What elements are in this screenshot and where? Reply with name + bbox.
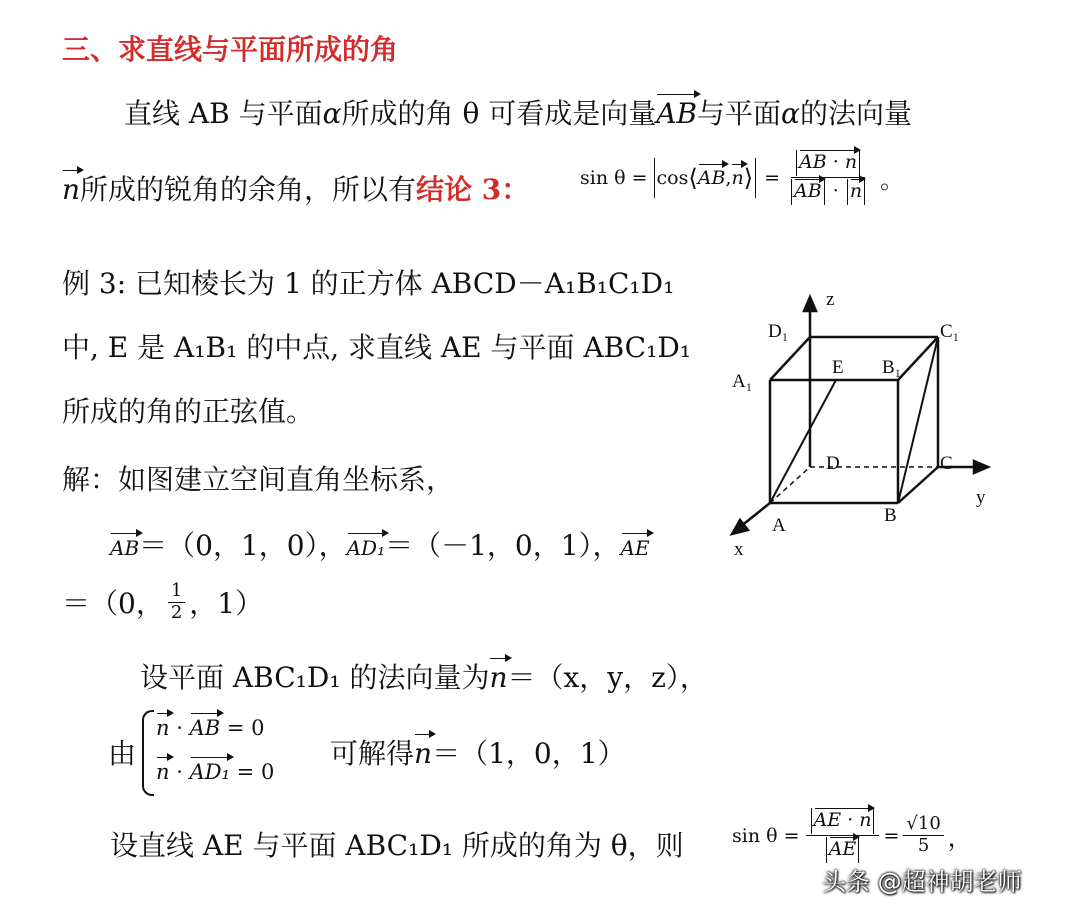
system-line-1: n · AB = 0 <box>156 716 265 740</box>
ae-fraction <box>168 582 185 623</box>
axis-x <box>740 503 770 527</box>
conclusion-colon: ： <box>501 173 530 206</box>
conclusion-label: 结论 3 <box>416 173 502 206</box>
segment-ae <box>770 380 836 503</box>
formula-den-b: n <box>849 180 863 202</box>
ae-den: 2 <box>170 601 183 623</box>
para1-mid: 所成的角 <box>341 97 454 130</box>
section-title: 三、求直线与平面所成的角 <box>62 33 399 66</box>
watermark: 头条 @超神胡老师 <box>822 868 1022 896</box>
ae-prefix: ＝（0， <box>62 587 164 621</box>
vector-ab-value: ＝（0，1，0）， <box>139 529 347 562</box>
formula-fraction: $\frac{AB \cdot n}{AB \cdot n}$ <box>786 150 870 205</box>
label-c1: C₁ <box>940 321 960 342</box>
label-d: D <box>826 453 840 474</box>
axis-y-arrow <box>974 461 988 473</box>
edge-bc <box>898 467 938 503</box>
label-b1: B₁ <box>882 357 902 378</box>
solve-text: 可解得 <box>330 737 415 770</box>
edge-a1d1 <box>770 337 810 380</box>
paragraph-conclusion <box>62 168 529 208</box>
label-e: E <box>832 357 844 378</box>
vector-ae-value <box>62 582 263 623</box>
theta-symbol: θ <box>462 97 480 130</box>
final-result-num: √10 <box>903 815 943 836</box>
normal-vector-line <box>140 656 708 696</box>
label-z: z <box>826 289 835 310</box>
segment-bc1 <box>898 337 938 503</box>
label-d1: D₁ <box>768 321 789 342</box>
edge-ad <box>770 467 810 503</box>
final-eq: = <box>883 824 900 847</box>
final-end: ， <box>947 824 972 852</box>
solve-n: n <box>414 737 433 770</box>
formula-den-a: AB <box>794 180 822 202</box>
final-result <box>903 815 943 856</box>
alpha-symbol-2: α <box>781 97 800 130</box>
para1-mid2: 可看成是向量 <box>488 97 657 130</box>
para1-suffix: 的法向量 <box>799 97 912 130</box>
vector-ab: AB <box>656 97 698 130</box>
para2-text: 所成的锐角的余角，所以有 <box>80 173 417 206</box>
cube-figure <box>720 285 1010 565</box>
final-sin: sin θ = <box>732 824 800 847</box>
label-b: B <box>884 505 897 526</box>
label-x: x <box>734 539 744 560</box>
label-c: C <box>940 453 953 474</box>
formula-cos: cos <box>656 166 689 189</box>
ae-suffix: ，1） <box>189 587 264 621</box>
final-line: 设直线 AE 与平面 ABC₁D₁ 所成的角为 θ，则 <box>110 829 684 862</box>
vector-ad1-value: ＝（－1，0，1）， <box>385 529 621 562</box>
label-a1: A₁ <box>732 371 753 392</box>
final-fraction <box>806 808 880 863</box>
normal-text: 设平面 ABC₁D₁ 的法向量为 <box>140 661 490 694</box>
system-line-2: n · AD₁ = 0 <box>156 760 275 784</box>
solution-vectors-line <box>110 524 650 564</box>
final-result-den: 5 <box>917 835 930 856</box>
normal-n: n <box>489 661 508 694</box>
vector-ab-label: AB <box>110 536 140 560</box>
vector-ad1-label: AD₁ <box>346 536 386 560</box>
solution-intro: 解：如图建立空间直角坐标系， <box>62 463 455 496</box>
paragraph-angle-definition <box>124 92 912 132</box>
system-brace <box>142 710 154 796</box>
ae-num: 1 <box>168 582 185 603</box>
solve-value: ＝（1，0，1） <box>432 737 626 770</box>
final-num: AE · n <box>813 809 872 831</box>
solve-line <box>330 732 626 772</box>
formula-end: 。 <box>880 166 905 194</box>
final-formula <box>732 808 972 863</box>
formula-sin: sin θ = <box>580 166 648 189</box>
label-a: A <box>772 515 786 536</box>
vector-n: n <box>62 173 81 206</box>
from-label: 由 <box>108 737 137 770</box>
alpha-symbol: α <box>322 97 342 130</box>
formula-num: AB · n <box>799 151 858 173</box>
example-line-1: 例 3: 已知棱长为 1 的正方体 ABCD－A₁B₁C₁D₁ <box>62 267 675 300</box>
formula-vector-ab: AB <box>697 166 726 189</box>
formula-vector-n: n <box>731 166 744 189</box>
label-y: y <box>976 487 986 508</box>
final-den: AE <box>828 838 857 860</box>
para1-mid3: 与平面 <box>697 97 782 130</box>
para1-prefix: 直线 AB 与平面 <box>124 97 323 130</box>
axis-z-arrow <box>804 297 816 311</box>
example-line-3: 所成的角的正弦值。 <box>62 395 315 428</box>
example-line-2: 中, E 是 A₁B₁ 的中点, 求直线 AE 与平面 ABC₁D₁ <box>62 331 691 364</box>
vector-ae-label: AE <box>620 536 650 560</box>
conclusion-formula: sin θ = cos ⟨ AB , n ⟩ = $\frac{AB \cdot n}{AB \cdot n}$ 。 <box>580 150 904 205</box>
normal-value: ＝（x，y，z）， <box>507 661 708 694</box>
